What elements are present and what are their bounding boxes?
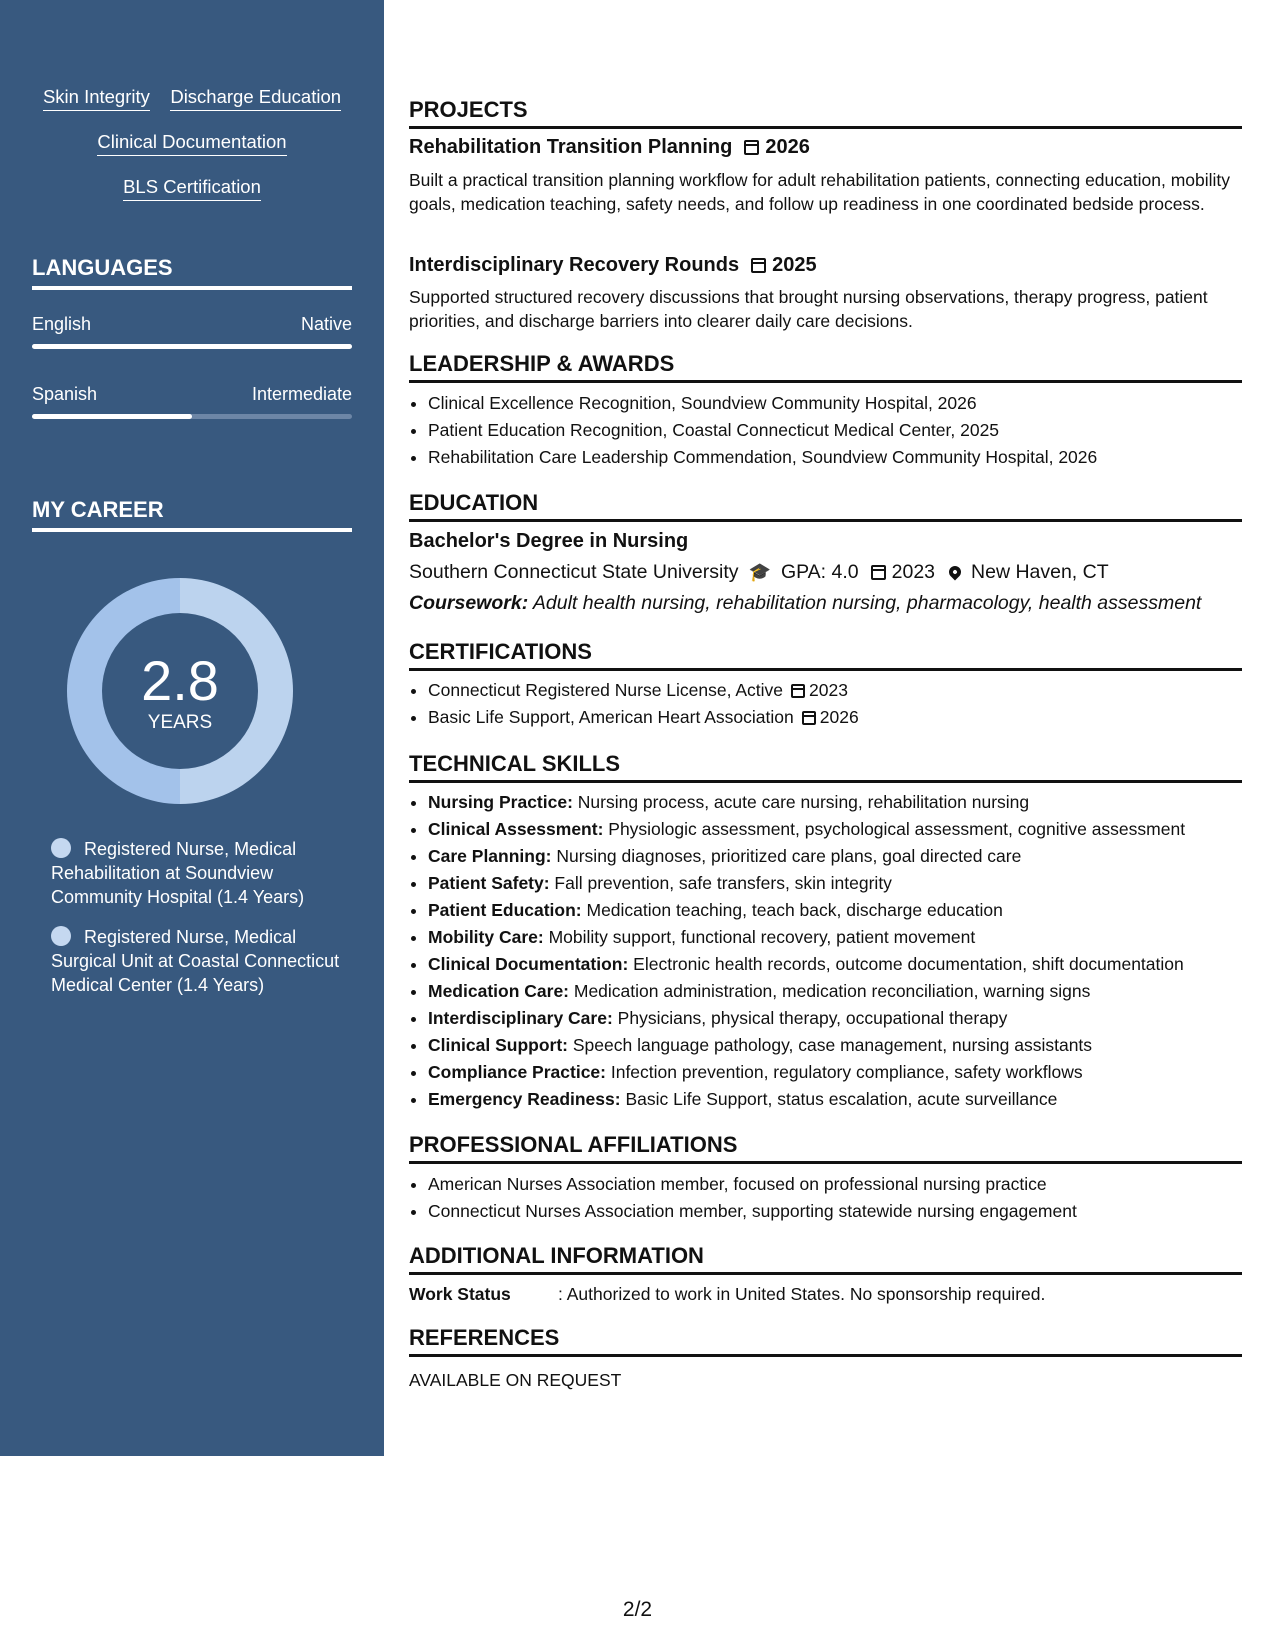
- skill-link[interactable]: Skin Integrity: [43, 86, 150, 111]
- list-item: • Emergency Readiness: Basic Life Support, status escalation, acute surveillance: [428, 1086, 1242, 1113]
- certification-name: Connecticut Registered Nurse License, Active: [428, 680, 784, 700]
- certifications-heading: CERTIFICATIONS: [409, 638, 1242, 671]
- project-name: Rehabilitation Transition Planning: [409, 136, 733, 158]
- sidebar: [0, 0, 384, 1456]
- list-item: • Clinical Documentation: Electronic health records, outcome documentation, shift documentation: [428, 951, 1242, 978]
- list-item: • Clinical Support: Speech language pathology, case management, nursing assistants: [428, 1032, 1242, 1059]
- education-heading: EDUCATION: [409, 489, 1242, 522]
- language-row: [32, 314, 352, 335]
- work-status-value: : Authorized to work in United States. No sponsorship required.: [558, 1284, 1046, 1304]
- list-item: • Clinical Assessment: Physiologic assessment, psychological assessment, cognitive assessment: [428, 816, 1242, 843]
- skill-link[interactable]: Discharge Education: [170, 86, 341, 111]
- list-item: [428, 677, 1242, 704]
- calendar-icon: [791, 684, 805, 698]
- references-heading: REFERENCES: [409, 1324, 1242, 1357]
- languages-heading: LANGUAGES: [32, 255, 352, 290]
- calendar-icon: [744, 140, 759, 155]
- coursework-label: Coursework:: [409, 592, 529, 614]
- projects-heading: PROJECTS: [409, 96, 1242, 129]
- project-title: [409, 254, 817, 277]
- career-years-unit: YEARS: [147, 712, 213, 733]
- list-item: • Interdisciplinary Care: Physicians, physical therapy, occupational therapy: [428, 1005, 1242, 1032]
- skill-link[interactable]: BLS Certification: [123, 176, 261, 201]
- references-text: AVAILABLE ON REQUEST: [409, 1370, 622, 1390]
- language-bar-fill: [32, 344, 352, 349]
- education-location: New Haven, CT: [971, 561, 1109, 583]
- project-description: Supported structured recovery discussions that brought nursing observations, therapy progress, patient priorities, and discharge barriers into clearer daily care decisions.: [409, 287, 1208, 331]
- list-item: • Rehabilitation Care Leadership Commendation, Soundview Community Hospital, 2026: [428, 444, 1242, 471]
- graduation-cap-icon: 🎓: [748, 562, 771, 582]
- skill-links: [32, 86, 352, 221]
- education-year: 2023: [891, 561, 936, 583]
- coursework-text: Adult health nursing, rehabilitation nursing, pharmacology, health assessment: [528, 592, 1202, 614]
- location-pin-icon: [947, 564, 964, 581]
- leadership-heading: LEADERSHIP & AWARDS: [409, 350, 1242, 383]
- list-item: • American Nurses Association member, focused on professional nursing practice: [428, 1171, 1242, 1198]
- calendar-icon: [802, 711, 816, 725]
- list-item: • Care Planning: Nursing diagnoses, prioritized care plans, goal directed care: [428, 843, 1242, 870]
- list-item: • Mobility Care: Mobility support, functional recovery, patient movement: [428, 924, 1242, 951]
- list-item: [428, 704, 1242, 731]
- career-heading: MY CAREER: [32, 497, 352, 532]
- project-description: Built a practical transition planning workflow for adult rehabilitation patients, connecting education, mobility goals, medication teaching, safety needs, and follow up readiness in one coordinated bedside process.: [409, 170, 1231, 214]
- project-name: Interdisciplinary Recovery Rounds: [409, 254, 740, 276]
- work-status-label: Work Status: [409, 1284, 511, 1304]
- calendar-icon: [871, 565, 886, 580]
- page-number: 2/2: [622, 1598, 653, 1621]
- language-row: [32, 384, 352, 405]
- language-name: English: [32, 314, 92, 334]
- school-name: Southern Connecticut State University: [409, 561, 739, 583]
- bullet-dot-icon: [51, 838, 71, 858]
- career-years-value: 2.8: [141, 649, 219, 712]
- list-item: • Nursing Practice: Nursing process, acute care nursing, rehabilitation nursing: [428, 789, 1242, 816]
- technical-skills-heading: TECHNICAL SKILLS: [409, 750, 1242, 783]
- coursework: [409, 592, 1201, 615]
- list-item: • Compliance Practice: Infection prevention, regulatory compliance, safety workflows: [428, 1059, 1242, 1086]
- language-name: Spanish: [32, 384, 98, 404]
- project-year: 2026: [765, 136, 810, 158]
- list-item: • Connecticut Nurses Association member, supporting statewide nursing engagement: [428, 1198, 1242, 1225]
- certifications-list: [409, 677, 1242, 731]
- list-item: • Patient Safety: Fall prevention, safe transfers, skin integrity: [428, 870, 1242, 897]
- education-details: [409, 561, 1109, 584]
- career-item: [51, 925, 341, 997]
- work-status-row: [409, 1284, 1045, 1305]
- language-bar-fill: [32, 414, 192, 419]
- additional-info-heading: ADDITIONAL INFORMATION: [409, 1242, 1242, 1275]
- certification-year: 2026: [819, 707, 859, 727]
- list-item: • Patient Education: Medication teaching, teach back, discharge education: [428, 897, 1242, 924]
- skill-link[interactable]: Clinical Documentation: [97, 131, 286, 156]
- career-item-text: Registered Nurse, Medical Rehabilitation at Soundview Community Hospital (1.4 Years): [51, 839, 305, 907]
- list-item: • Patient Education Recognition, Coastal Connecticut Medical Center, 2025: [428, 417, 1242, 444]
- language-level: Intermediate: [251, 384, 352, 404]
- certification-year: 2023: [809, 680, 848, 700]
- language-bar: [32, 414, 352, 419]
- bullet-dot-icon: [51, 926, 71, 946]
- project-year: 2025: [772, 254, 817, 276]
- certification-name: Basic Life Support, American Heart Association: [428, 707, 794, 727]
- career-item-text: Registered Nurse, Medical Surgical Unit at Coastal Connecticut Medical Center (1.4 Years): [51, 927, 340, 995]
- leadership-list: [409, 390, 1242, 471]
- calendar-icon: [751, 258, 766, 273]
- career-item: [51, 837, 341, 909]
- technical-skills-list: [409, 789, 1242, 1113]
- gpa: GPA: 4.0: [780, 561, 859, 583]
- affiliations-list: [409, 1171, 1242, 1225]
- list-item: • Clinical Excellence Recognition, Soundview Community Hospital, 2026: [428, 390, 1242, 417]
- degree-title: Bachelor's Degree in Nursing: [409, 530, 689, 552]
- project-title: [409, 136, 810, 159]
- language-bar: [32, 344, 352, 349]
- list-item: • Medication Care: Medication administration, medication reconciliation, warning signs: [428, 978, 1242, 1005]
- affiliations-heading: PROFESSIONAL AFFILIATIONS: [409, 1131, 1242, 1164]
- language-level: Native: [300, 314, 352, 334]
